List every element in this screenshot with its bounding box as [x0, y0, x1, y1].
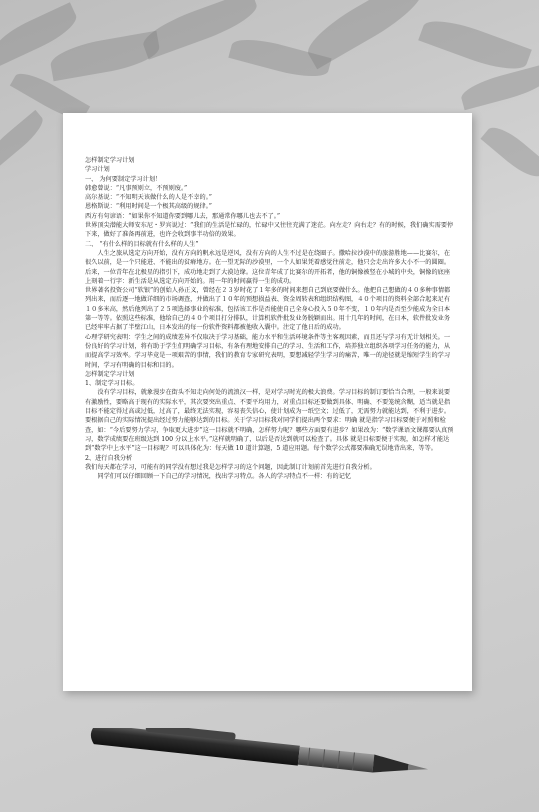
document-paragraph: 没有学习目标，就象漫步在街头不知走向何处的流浪汉一样，是对学习时光的极大浪费。学习目标的制订要恰当合理，一般来说要有激励性，要略高于现有的实际水平，其次要突出重点、不要平均用力，对重点目标还要做到具体、明确、不要笼统含糊，适当就是指目标不能定得过高或过低，过高了，最终无法实现，容易丧失信心，使计划成为一纸空文；过低了，无需努力就能达到，不利于进步。要根据自己的实际情况提出经过努力能够达到的目标。关于学习目标我对同学们提出两个要求：明确 就是指学习目标要便于对照和检查，如：“今后要努力学习，争取更大进步”这一目标就不明确，怎样努力呢？哪些方面要有进步？如果改为：“数学课语文课都要认真预习，数学成绩要在班级达到 100 分以上水平。”这样就明确了，以后是否达到就可以检查了。具体 就是目标要便于实现，如怎样才能达到“数学中上水平”这一目标呢？可以具体化为：每天做 10 道计算题，5 道应用题。每个数学公式都要准确无误地背出来，等等。	[85, 389, 454, 453]
document-paragraph: 韩愈曾说：“凡事预则立，不预则废。”	[85, 184, 188, 192]
document-paragraph: 2、进行自我分析	[85, 454, 133, 462]
document-paragraph: 恩格斯说：“利用时间是一个极其高级的规律。”	[85, 203, 212, 211]
document-paragraph: 心理学研究表明：学生之间的成绩差异不仅取决于学习基础，能力水平和生活环境条件等主客观因素，而且还与学习有无计划相关。一份良好的学习计划，将有助于学生们明确学习目标，有条有理地安排自己的学习、生活和工作，培养独立组织各项学习任务的能力，从而提高学习效率。学习毕竟是一项艰苦的事情，我们的教育专家研究表明，要想减轻学生学习的痛苦，唯一的途径就是缩短学生的学习时间，学习有明确的目标和目的。	[85, 333, 451, 369]
document-paragraph: 我们每天都在学习，可能有的同学没有想过我是怎样学习的这个问题，因此制订计划前首先进行自我分析。	[85, 463, 376, 471]
document-paragraph: 二、 “有什么样的目标就有什么样的人生”	[85, 240, 199, 248]
document-page	[63, 113, 472, 691]
document-paragraph: 西方有句谚语：“如果你不知道你要到哪儿去，那通常你哪儿也去不了。”	[85, 212, 281, 220]
document-paragraph: 世界顶尖潜能大师安东尼・罗宾说过：“我们的生活是忙碌的，忙碌中又往往充满了迷茫。向左走？向右走？有的时候，我们确实需要停下来，做好了准备再前进，也许会收到事半功倍的效果。	[85, 222, 454, 239]
document-paragraph: 1、制定学习目标。	[85, 380, 139, 388]
document-body	[85, 156, 455, 481]
document-paragraph: 怎样制定学习计划	[85, 370, 135, 378]
pen-icon	[84, 728, 444, 776]
document-paragraph: 学习计划	[85, 166, 110, 174]
document-paragraph: 怎样制定学习计划	[85, 157, 135, 164]
document-paragraph: 高尔基说：“不知明天该做什么的人是不幸的。”	[85, 194, 212, 202]
document-paragraph: 一、 为何要制定学习计划！	[85, 175, 162, 183]
document-paragraph: 人生之旅从选定方向开始，没有方向的帆永远是逆风，没有方向的人生不过是在绕圈子。撒哈拉沙漠中的旅游胜地——比赛尔，在很久以前，是一个只能进、不能出的贫瘠地方。在一望无际的沙漠里，一个人如果凭着感觉往前走，他只会走出许多大小不一的圆圈。后来，一位青年在北极星的指引下，成功地走到了大漠边缘。这位青年成了比赛尔的开拓者，他的铜像被竖在小城的中央，铜像的底座上刻着一行字：新生活是从选定方向开始的。用一年的时间赢得一生的成功。	[85, 249, 451, 285]
document-paragraph: 同学们可以仔细回顾一下自己的学习情况，找出学习特点。各人的学习特点不一样：有的记忆	[97, 473, 352, 481]
document-paragraph: 世界著名投资公司“软银”的创始人孙正义，曾经在２３岁时花了１年多的时间来想自己到底要做什么。他把自己想做的４０多种事情都列出来，而后逐一地做详细的市场调查，并做出了１０年的预想损益表、资金周转表和组织结构图，４０个项目的资料全部合起来足有１０多米高，然后他列出了２５项选择事业的标准，包括该工作是否能使自己全身心投入５０年不变，１０年内是否至少能成为全日本第一等等。依照这些标准，他给自己的４０个项目打分排队，计算机软件批发业务脱颖而出。用十几年的时间，在日本，软件批发业务已经牢牢占据了半壁江山，日本发出的每一份软件资料都被他收入囊中。注定了他日后的成功。	[85, 287, 451, 332]
